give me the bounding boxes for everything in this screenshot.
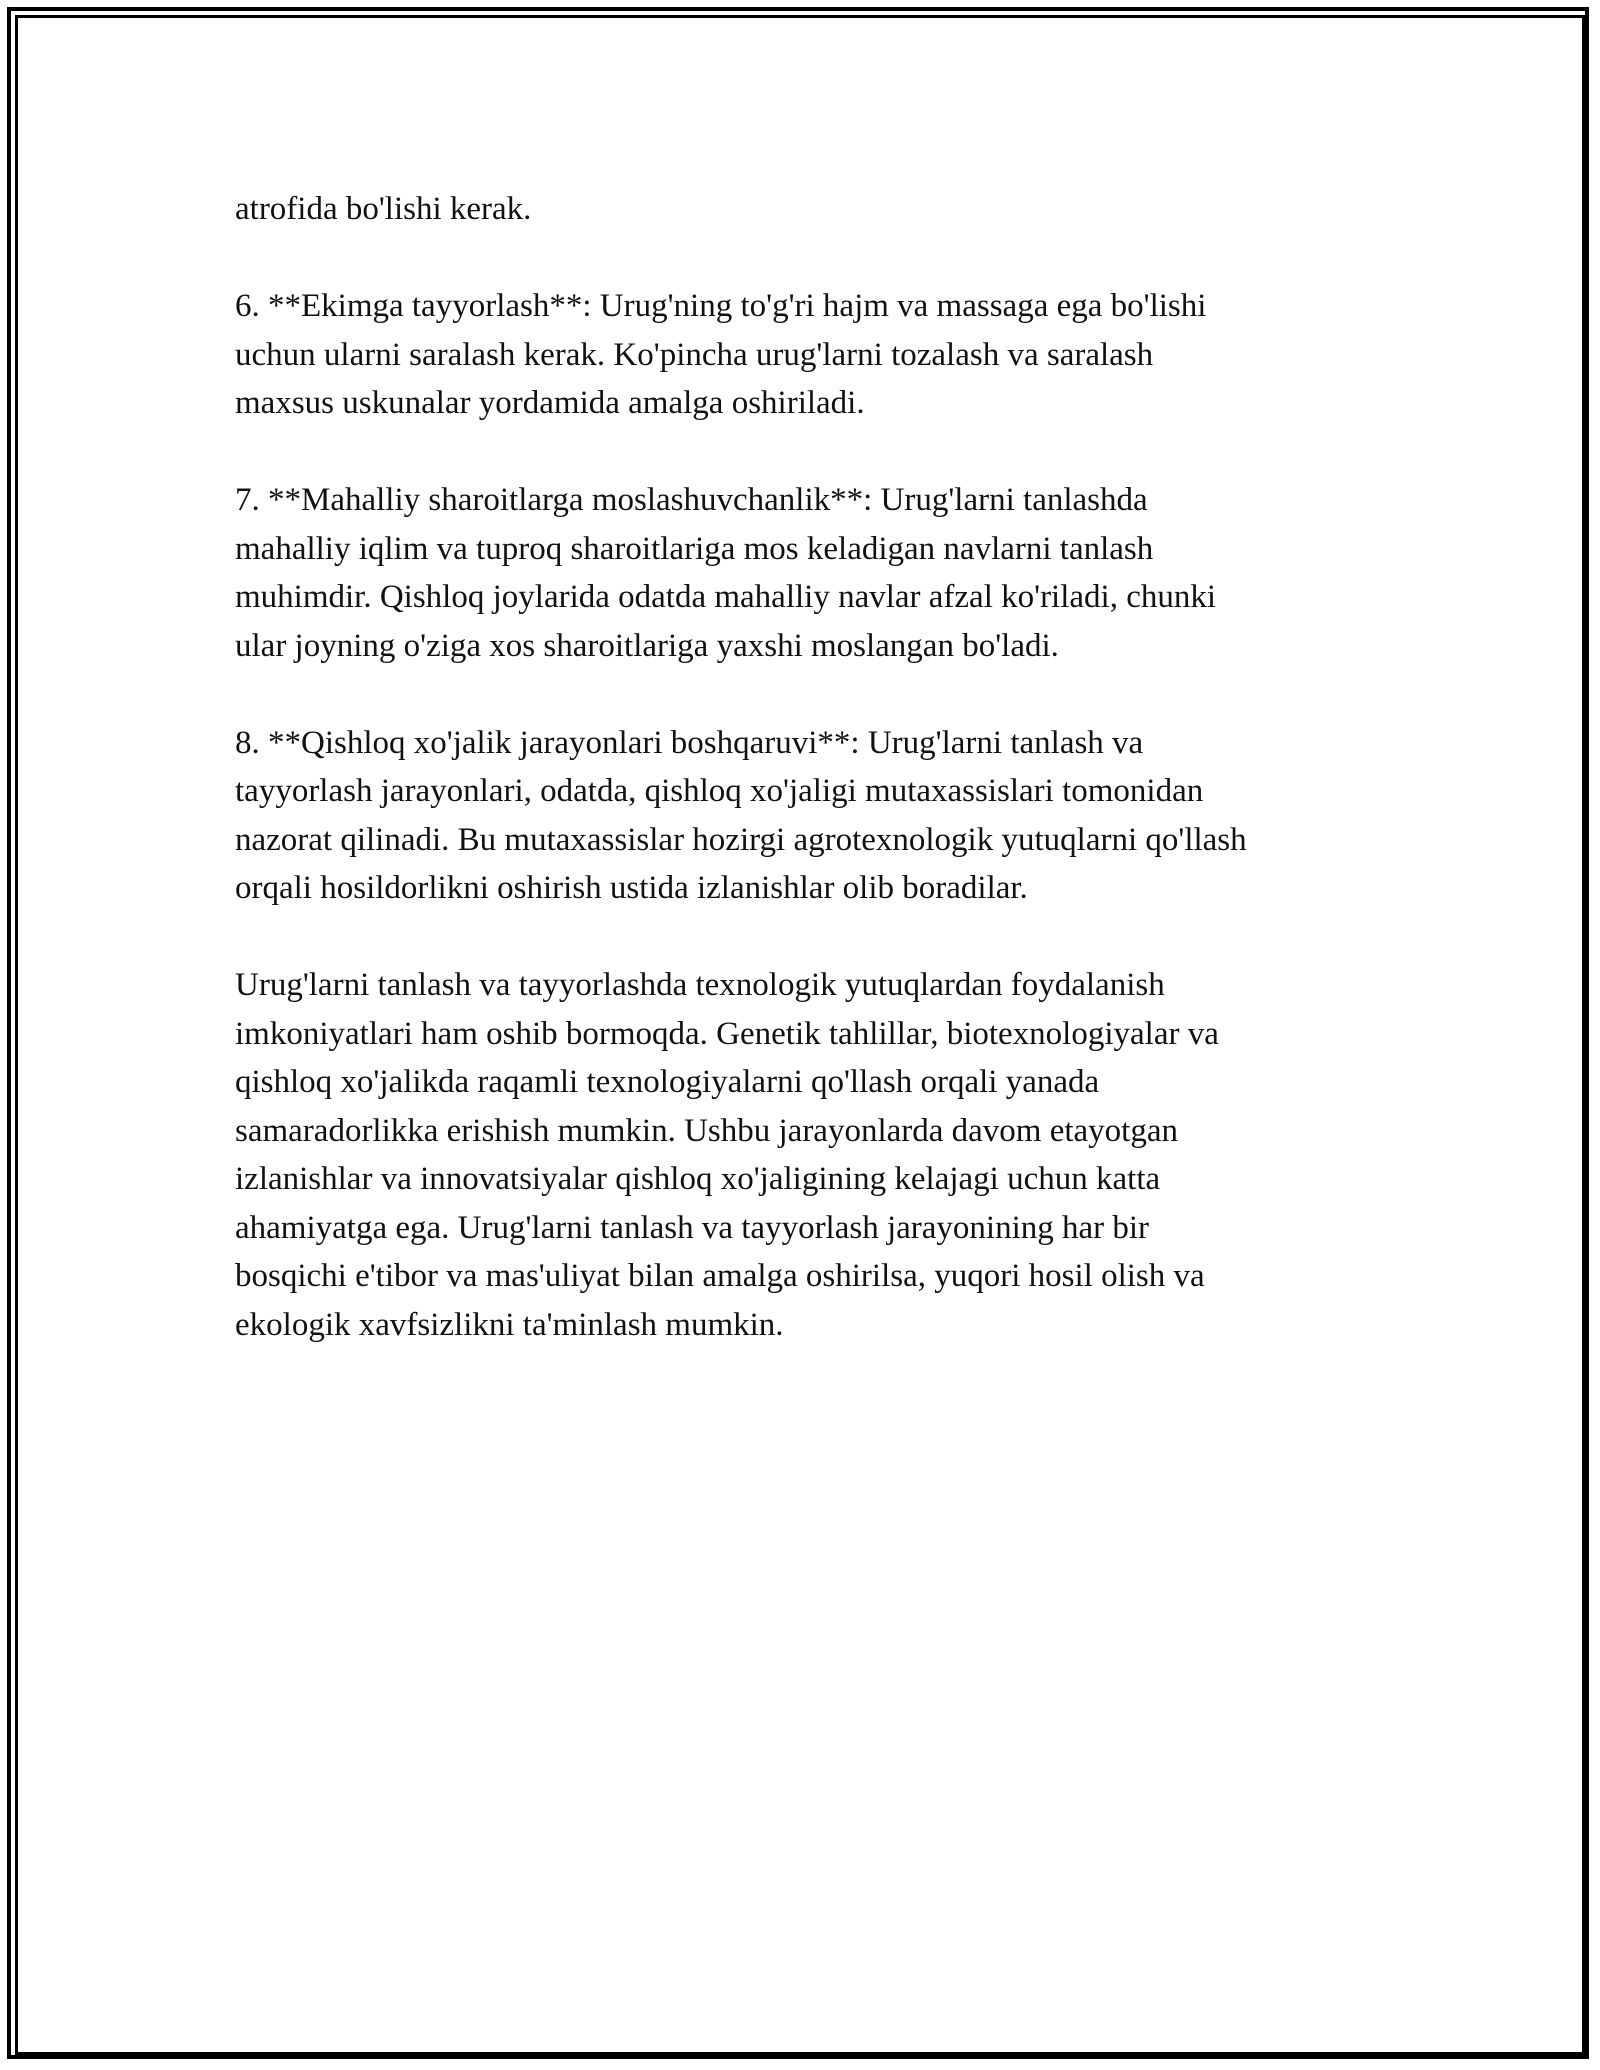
paragraph-item-7: 7. **Mahalliy sharoitlarga moslashuvchanlik**: Urug'larni tanlashda mahalliy iqlim va tuproq sharoitlariga mos keladigan navlarni tanlash muhimdir. Qishloq joylarida odatda mahalliy navlar afzal ko'riladi, chunki ular joyning o'ziga xos sharoitlariga yaxshi moslangan bo'ladi. — [235, 482, 1217, 664]
document-body — [235, 185, 1395, 1398]
paragraph-continuation: atrofida bo'lishi kerak. — [235, 191, 532, 227]
paragraph-item-8: 8. **Qishloq xo'jalik jarayonlari boshqaruvi**: Urug'larni tanlash va tayyorlash jarayonlari, odatda, qishloq xo'jaligi mutaxassislari tomonidan nazorat qilinadi. Bu mutaxassislar hozirgi agrotexnologik yutuqlarni qo'llash orqali hosildorlikni oshirish ustida izlanishlar olib boradilar. — [235, 724, 1247, 906]
paragraph-conclusion: Urug'larni tanlash va tayyorlashda texnologik yutuqlardan foydalanish imkoniyatlari ham oshib bormoqda. Genetik tahlillar, biotexnologiyalar va qishloq xo'jalikda raqamli texnologiyalarni qo'llash orqali yanada samaradorlikka erishish mumkin. Ushbu jarayonlarda davom etayotgan izlanishlar va innovatsiyalar qishloq xo'jaligining kelajagi uchun katta ahamiyatga ega. Urug'larni tanlash va tayyorlash jarayonining har bir bosqichi e'tibor va mas'uliyat bilan amalga oshirilsa, yuqori hosil olish va ekologik xavfsizlikni ta'minlash mumkin. — [235, 967, 1219, 1343]
paragraph-item-6: 6. **Ekimga tayyorlash**: Urug'ning to'g'ri hajm va massaga ega bo'lishi uchun ularni saralash kerak. Ko'pincha urug'larni tozalash va saralash maxsus uskunalar yordamida amalga oshiriladi. — [235, 288, 1207, 421]
